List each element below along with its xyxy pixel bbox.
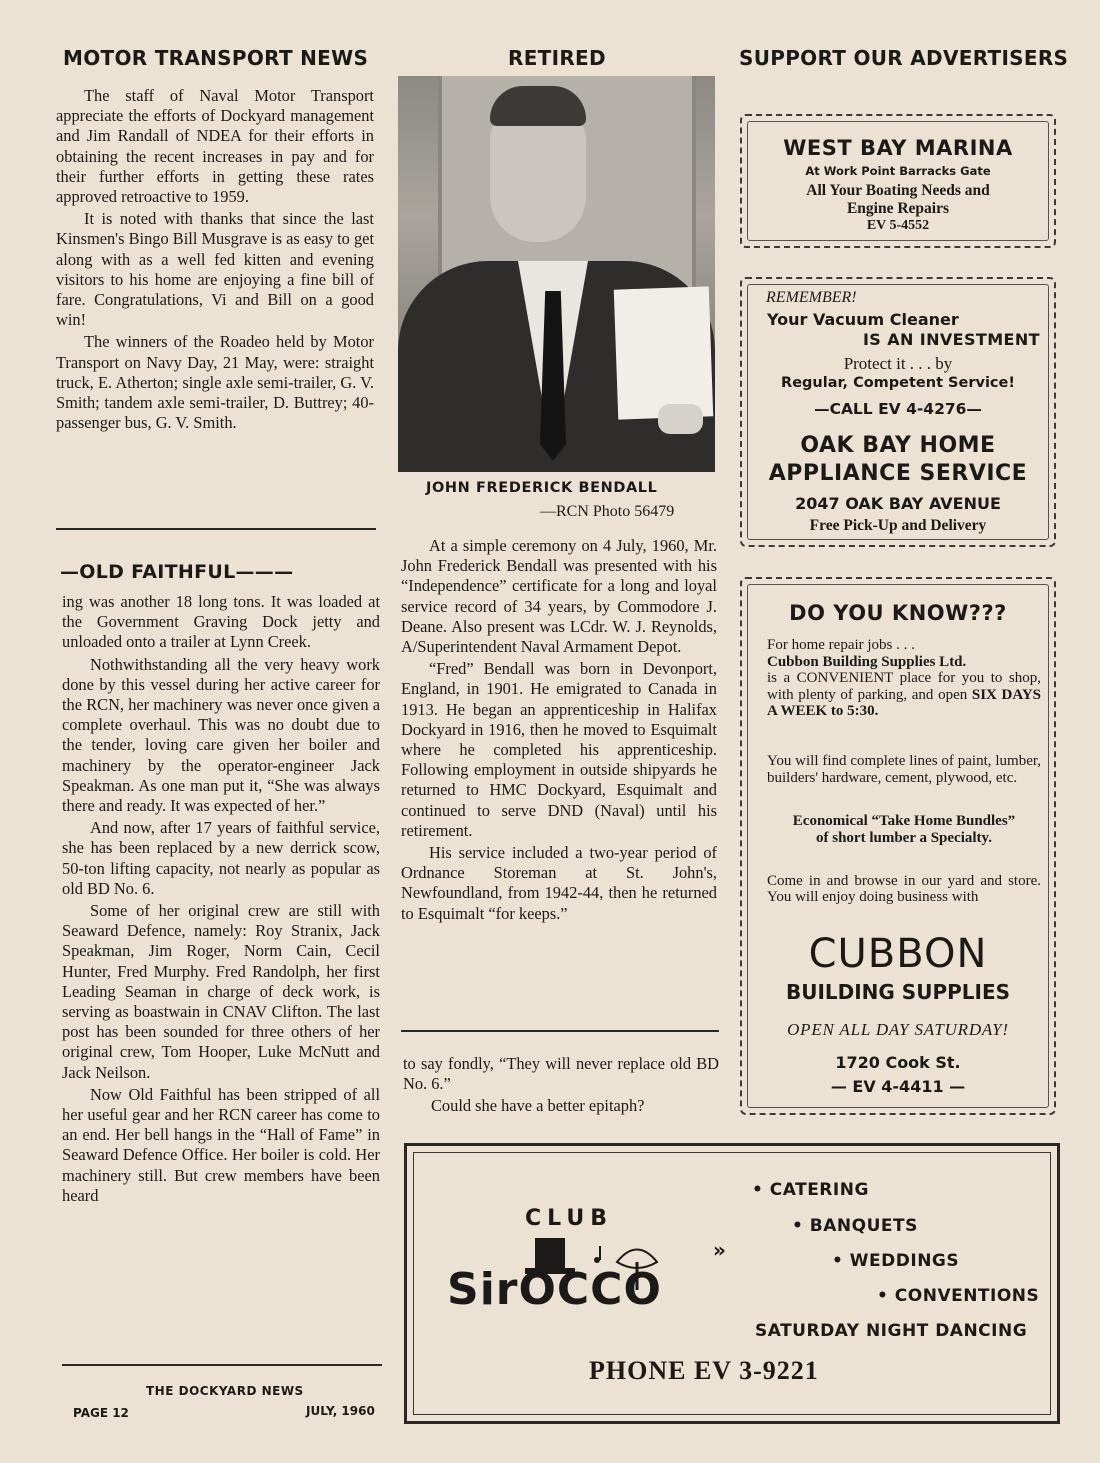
ad-title: DO YOU KNOW??? [789,601,1007,625]
retired-article [401,536,717,926]
photo-certificate [614,286,713,419]
club-label: CLUB [525,1206,614,1231]
page-number: PAGE 12 [73,1406,129,1420]
article-paragraph: Nothwithstanding all the very heavy work done by this vessel during her active career for the RCN, her machinery was never once given a complete overhaul. This was no doubt due to the tender, loving care given her boiler and machinery by the operator-engineer Jack Speakman. As one man put it, “She was always there and ready. It was expected of her.” [62,654,380,816]
service-item: • CONVENTIONS [877,1286,1040,1306]
ad-phone: PHONE EV 3-9221 [589,1356,819,1385]
oak-bay-appliance-ad [740,277,1056,547]
article-paragraph: At a simple ceremony on 4 July, 1960, Mr. John Frederick Bendall was presented with his “Independence” certificate for a long and loyal service record of 34 years, by Commodore J. Deane. Also present was LCdr. W. J. Reynolds, A/Superintendent Naval Armament Depot. [401,536,717,657]
ad-address: 2047 OAK BAY AVENUE [795,494,1001,513]
photo-caption-credit: —RCN Photo 56479 [540,503,675,520]
ad-location: At Work Point Barracks Gate [805,164,991,178]
article-paragraph: It is noted with thanks that since the last Kinsmen's Bingo Bill Musgrave is as easy to get along with as a well fed kitten and evening visitors to his home are enjoying a fine bill of fare. Congratulations, Vi and Bill on a good win! [56,209,374,330]
ad-text: OPEN ALL DAY SATURDAY! [787,1020,1009,1039]
west-bay-marina-ad [740,114,1056,248]
ad-business-name: CUBBON [808,931,988,977]
quote-mark-icon: » [713,1238,726,1262]
photo-hand [658,404,703,434]
motor-transport-article [56,86,374,435]
retired-heading: RETIRED [508,46,606,70]
article-paragraph: His service included a two-year period of Ordnance Storeman at St. John's, Newfoundland, from 1942-44, then he returned to Esquimalt “for keeps.” [401,843,717,923]
ad-text: For home repair jobs . . . [767,637,915,653]
ad-paragraph [767,637,1041,720]
ad-business-name: OAK BAY HOME [800,433,996,458]
ad-text: Engine Repairs [846,200,950,217]
old-faithful-heading: —OLD FAITHFUL——— [60,561,294,583]
article-paragraph: “Fred” Bendall was born in Devonport, England, in 1901. He emigrated to Canada in 1913. He began an apprenticeship in Halifax Dockyard in 1916, then he moved to Esquimalt where he completed his apprenticeship. Following employment in outside shipyards he returned to HMC Dockyard, Esquimalt and continued to serve DND (Naval) until his retirement. [401,659,717,840]
article-paragraph: Could she have a better epitaph? [431,1096,645,1116]
club-sirocco-ad [404,1143,1060,1424]
photo-hair [490,86,586,126]
ad-business-name: BUILDING SUPPLIES [785,980,1011,1004]
column-divider [56,528,376,530]
service-item: • BANQUETS [792,1216,918,1236]
article-paragraph: Now Old Faithful has been stripped of all her useful gear and her RCN career has come to an end. Her bell hangs in the “Hall of Fame” in Seaward Defence Office. Her boiler is cold. Her machinery still. But crew members have been heard [62,1084,380,1205]
club-name: SirOCCO [447,1264,662,1315]
ad-text: SIX DAYS A WEEK to 5:30. [767,686,1041,719]
ad-text: You will find complete lines of paint, lumber, builders' hardware, cement, plywood, etc. [767,753,1041,786]
old-faithful-article [62,592,380,1208]
publication-name: THE DOCKYARD NEWS [146,1384,304,1398]
photo-caption-name: JOHN FREDERICK BENDALL [426,480,658,496]
article-paragraph: ing was another 18 long tons. It was loaded at the Government Graving Dock jetty and unloaded onto a trailer at Lynn Creek. [62,592,380,652]
saturday-dancing: SATURDAY NIGHT DANCING [755,1321,1028,1341]
cubbon-building-supplies-ad [740,577,1056,1115]
ad-text: Economical “Take Home Bundles” of short lumber a Specialty. [792,813,1016,846]
ad-text: Regular, Competent Service! [781,375,1015,391]
ad-text: Protect it . . . by [843,354,953,373]
ad-phone: EV 5-4552 [866,218,930,233]
motor-transport-heading: MOTOR TRANSPORT NEWS [63,46,369,70]
old-faithful-continued [403,1054,719,1119]
column-divider [62,1364,382,1366]
issue-date: JULY, 1960 [306,1404,375,1418]
ad-text: Come in and browse in our yard and store. You will enjoy doing business with [767,873,1041,905]
column-divider [401,1030,719,1032]
service-item: • CATERING [752,1180,869,1200]
ad-text: Cubbon Building Supplies Ltd. [767,653,967,670]
ad-phone: —CALL EV 4-4276— [814,400,982,418]
ad-text: IS AN INVESTMENT [862,330,1040,349]
ad-text: is a CONVENIENT place for you to shop, with plenty of parking, and open [767,670,1041,703]
service-item: • WEDDINGS [832,1251,960,1271]
article-paragraph: The staff of Naval Motor Transport appreciate the efforts of Dockyard management and Jim Randall of NDEA for their efforts in obtaining the recent increases in pay and for their further efforts in getting these rates approved retroactive to 1959. [56,86,374,207]
article-paragraph: The winners of the Roadeo held by Motor Transport on Navy Day, 21 May, were: straight truck, E. Atherton; single axle semi-trailer, G. V. Smith; tandem axle semi-trailer, D. Buttrey; 40-passenger bus, G. V. Smith. [56,332,374,433]
article-paragraph: And now, after 17 years of faithful service, she has been replaced by a new derrick scow, 50-ton lifting capacity, not nearly as popular as old BD No. 6. [62,818,380,898]
ad-business-name: WEST BAY MARINA [783,136,1013,160]
ad-text: Free Pick-Up and Delivery [809,517,987,534]
support-advertisers-heading: SUPPORT OUR ADVERTISERS [739,46,1069,70]
ad-phone: — EV 4-4411 — [830,1077,966,1096]
ad-business-name: APPLIANCE SERVICE [768,461,1028,486]
ad-text: Your Vacuum Cleaner [767,310,959,329]
ad-address: 1720 Cook St. [835,1053,961,1072]
ad-text: All Your Boating Needs and [806,182,990,199]
article-paragraph: to say fondly, “They will never replace old BD No. 6.” [403,1054,719,1094]
article-paragraph: Some of her original crew are still with Seaward Defence, namely: Roy Stranix, Jack Speakman, Jim Roger, Norm Cain, Cecil Hunter, Fred Murphy. Fred Randolph, her first Leading Seaman in charge of deck work, is serving as boastwain in CNAV Clifton. The last post has been sounded for three others of her original crew, Tom Hooper, Luke McNutt and Jack Neilson. [62,901,380,1082]
bendall-photo [398,76,715,472]
ad-text: REMEMBER! [766,289,857,306]
